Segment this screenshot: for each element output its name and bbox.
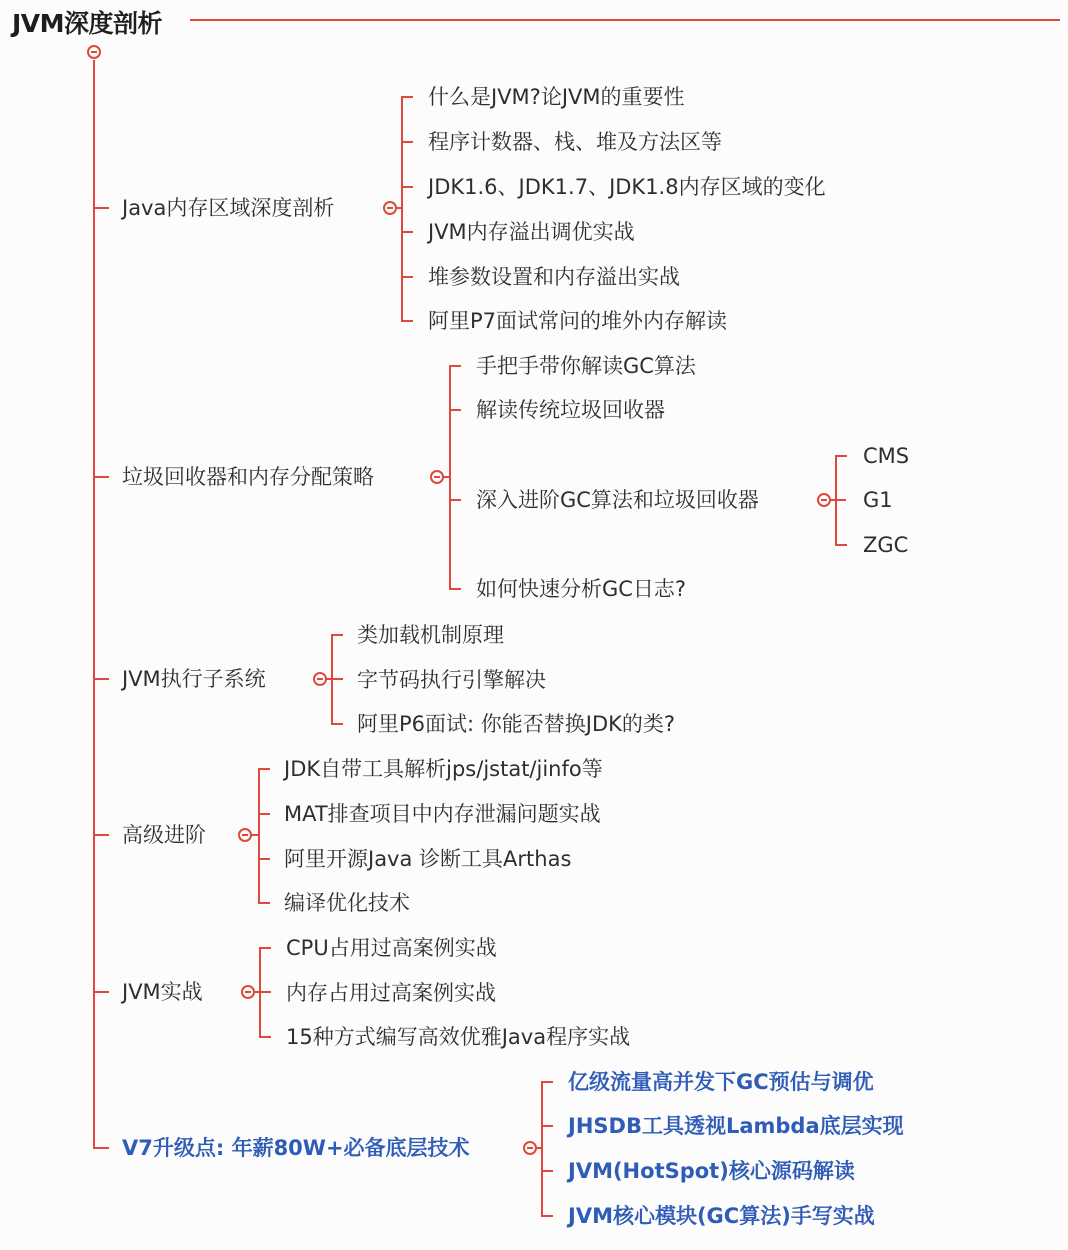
child-tick [331,678,343,680]
branch-execution[interactable]: JVM执行子系统 [122,667,266,691]
child-tick [401,320,413,322]
leaf-item-g1[interactable]: G1 [863,488,893,512]
child-tick [835,455,847,457]
bracket-line [835,455,837,545]
leaf-item-gc-advanced[interactable]: 深入进阶GC算法和垃圾回收器 [476,488,759,512]
collapse-gc-icon[interactable] [430,470,444,484]
leaf-item-highlight[interactable]: JVM核心模块(GC算法)手写实战 [568,1204,875,1228]
collapse-execution-icon[interactable] [313,672,327,686]
branch-connector [93,1147,109,1149]
leaf-item[interactable]: 类加载机制原理 [357,623,504,647]
child-tick [258,902,270,904]
child-tick [331,723,343,725]
leaf-item[interactable]: JDK自带工具解析jps/jstat/jinfo等 [284,757,603,781]
child-tick [258,813,270,815]
leaf-item[interactable]: MAT排查项目中内存泄漏问题实战 [284,802,601,826]
leaf-item[interactable]: 堆参数设置和内存溢出实战 [428,265,680,289]
bracket-line [258,768,260,904]
child-tick [258,858,270,860]
leaf-item-highlight[interactable]: JHSDB工具透视Lambda底层实现 [568,1114,904,1138]
child-tick [401,96,413,98]
leaf-item[interactable]: 阿里P6面试: 你能否替换JDK的类? [357,712,676,736]
branch-connector [93,476,109,478]
leaf-item-highlight[interactable]: JVM(HotSpot)核心源码解读 [568,1159,855,1183]
child-tick [541,1170,553,1172]
leaf-item[interactable]: 15种方式编写高效优雅Java程序实战 [286,1025,631,1049]
leaf-item[interactable]: JDK1.6、JDK1.7、JDK1.8内存区域的变化 [428,175,826,199]
collapse-advanced-icon[interactable] [238,828,252,842]
child-tick [259,947,271,949]
child-tick [401,186,413,188]
child-tick [258,768,270,770]
leaf-item[interactable]: 阿里P7面试常问的堆外内存解读 [428,309,728,333]
bracket-line [401,96,403,321]
collapse-practice-icon[interactable] [241,985,255,999]
branch-advanced[interactable]: 高级进阶 [122,823,206,847]
leaf-item[interactable]: 手把手带你解读GC算法 [476,354,696,378]
collapse-root-icon[interactable] [87,45,101,59]
branch-connector [93,678,109,680]
leaf-item-highlight[interactable]: 亿级流量高并发下GC预估与调优 [568,1070,874,1094]
child-tick [259,1036,271,1038]
branch-v7-upgrade[interactable]: V7升级点: 年薪80W+必备底层技术 [122,1136,470,1160]
leaf-item[interactable]: 什么是JVM?论JVM的重要性 [428,85,685,109]
child-tick [835,544,847,546]
leaf-item[interactable]: 内存占用过高案例实战 [286,981,496,1005]
branch-connector [93,991,109,993]
collapse-java-memory-icon[interactable] [383,201,397,215]
bracket-line [449,365,451,589]
root-trunk-line [93,60,95,1149]
branch-java-memory[interactable]: Java内存区域深度剖析 [122,196,335,220]
branch-connector [93,207,109,209]
child-tick [401,276,413,278]
leaf-item-zgc[interactable]: ZGC [863,533,909,557]
child-tick [449,409,461,411]
bracket-line [541,1081,543,1217]
child-tick [449,365,461,367]
leaf-item[interactable]: 如何快速分析GC日志? [476,577,687,601]
child-tick [541,1081,553,1083]
collapse-gc-advanced-icon[interactable] [817,493,831,507]
child-tick [541,1125,553,1127]
leaf-item-cms[interactable]: CMS [863,444,910,468]
branch-gc[interactable]: 垃圾回收器和内存分配策略 [122,465,374,489]
child-tick [449,588,461,590]
title-underline [190,19,1060,21]
leaf-item[interactable]: CPU占用过高案例实战 [286,936,497,960]
child-tick [401,141,413,143]
leaf-item[interactable]: 解读传统垃圾回收器 [476,398,665,422]
branch-practice[interactable]: JVM实战 [122,980,203,1004]
mindmap-root-title: JVM深度剖析 [12,9,163,38]
child-tick [541,1215,553,1217]
branch-connector [93,834,109,836]
child-tick [401,231,413,233]
leaf-item[interactable]: JVM内存溢出调优实战 [428,220,635,244]
child-tick [449,499,461,501]
collapse-v7-icon[interactable] [523,1141,537,1155]
leaf-item[interactable]: 编译优化技术 [284,891,410,915]
leaf-item[interactable]: 程序计数器、栈、堆及方法区等 [428,130,722,154]
child-tick [259,991,271,993]
leaf-item[interactable]: 字节码执行引擎解决 [357,668,546,692]
child-tick [331,634,343,636]
leaf-item[interactable]: 阿里开源Java 诊断工具Arthas [284,847,572,871]
